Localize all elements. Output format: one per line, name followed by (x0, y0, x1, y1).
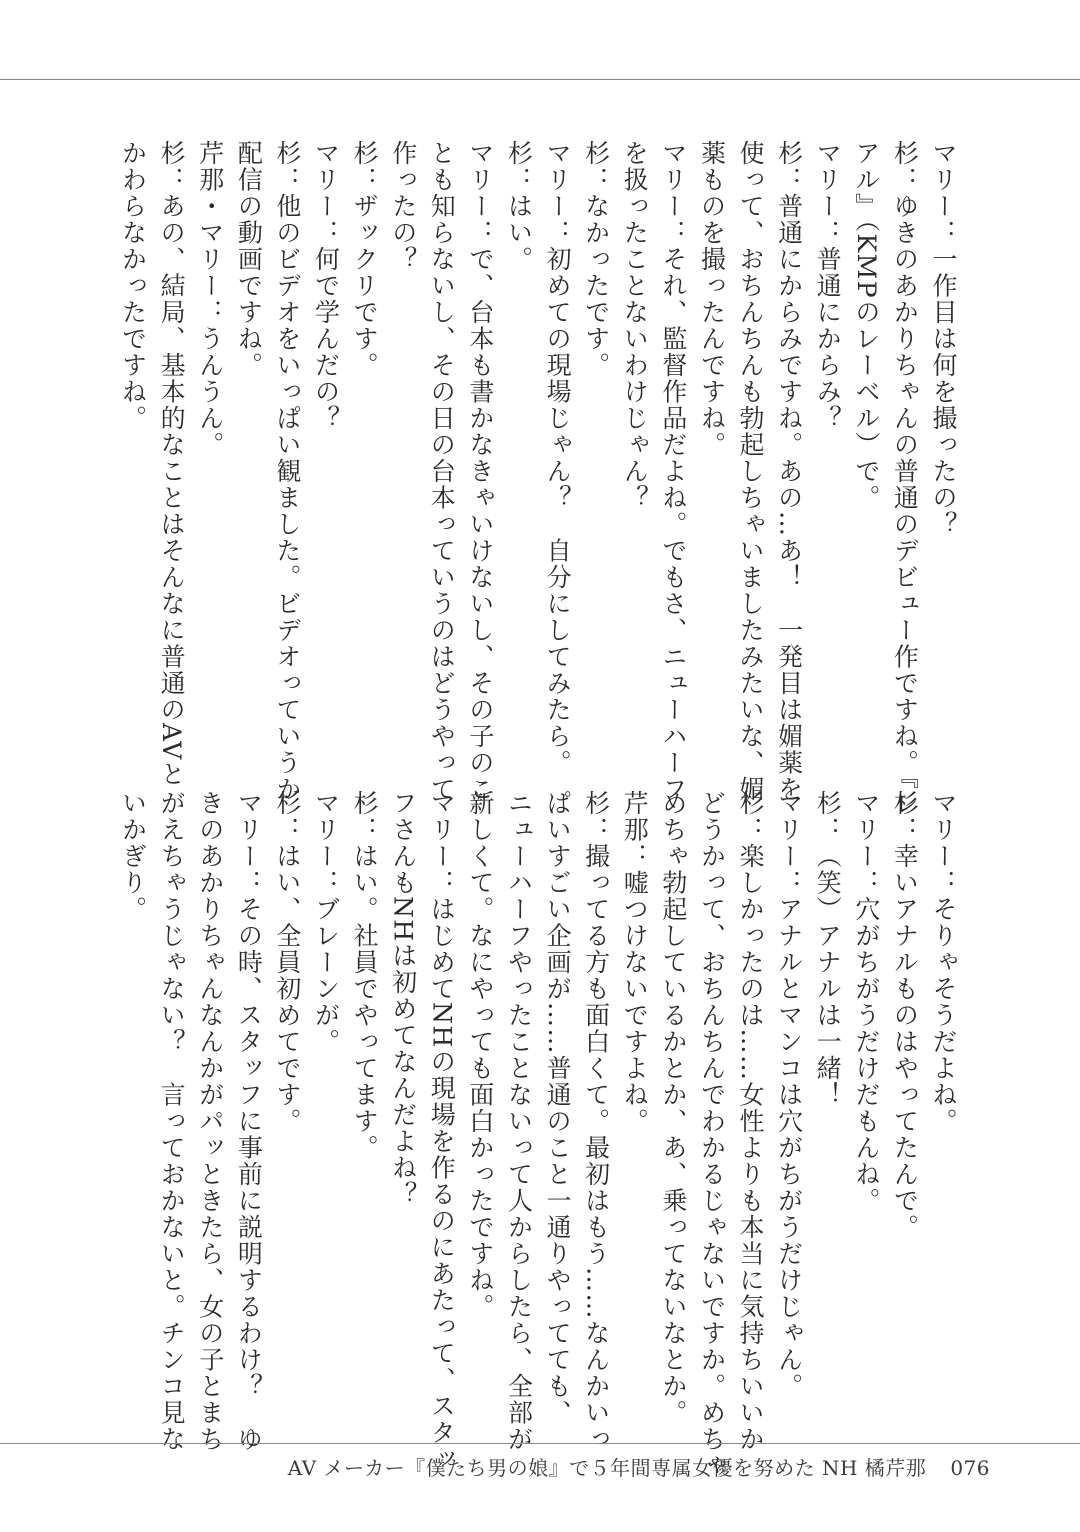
page-footer (288, 1452, 990, 1481)
text-line: 杉：ゆきのあかりちゃんの普通のデビュー作ですね。『レ (890, 140, 920, 817)
text-line: マリー：はじめてNHの現場を作るのにあたって、スタッ (427, 790, 457, 1473)
text-line: とも知らないし、その日の台本っていうのはどうやって (427, 140, 457, 803)
text-line: いかぎり。 (118, 790, 148, 923)
text-line: 芹那・マリー：うんうん。 (195, 140, 225, 458)
text-line: 新しくて。なにやっても面白かったですね。 (465, 790, 495, 1320)
text-line: 杉：楽しかったのは……女性よりも本当に気持ちいいか (736, 790, 766, 1453)
text-line: 杉：はい。 (504, 140, 534, 273)
text-line: マリー：アナルとマンコは穴がちがうだけじゃん。 (774, 790, 804, 1400)
text-line: マリー：ブレーンが。 (311, 790, 341, 1055)
text-line: どうかって、おちんちんでわかるじゃないですか。めちゃ (697, 790, 727, 1479)
text-line: 杉：普通にからみですね。あの…あ！ 一発目は媚薬を (774, 140, 804, 803)
upper-text-column (118, 140, 962, 817)
text-line: 薬ものを撮ったんですね。 (697, 140, 727, 458)
text-line: マリー：何で学んだの？ (311, 140, 341, 432)
text-line: 杉：はい、全員初めてです。 (272, 790, 302, 1135)
text-line: 芹那：嘘つけないですよね。 (620, 790, 650, 1135)
text-line: マリー：それ、監督作品だよね。でもさ、ニューハーフ (658, 140, 688, 803)
text-line: 使って、おちんちんも勃起しちゃいましたみたいな、媚 (736, 140, 766, 803)
text-line: を扱ったことないわけじゃん？ (620, 140, 650, 511)
text-line: かわらなかったですね。 (118, 140, 148, 432)
page-number: 076 (950, 1456, 990, 1480)
text-line: がえちゃうじゃない？ 言っておかないと。チンコ見な (157, 790, 187, 1453)
text-line: マリー：穴がちがうだけだもんね。 (851, 790, 881, 1214)
text-line: 杉：他のビデオをいっぱい観ました。ビデオっていうか (272, 140, 302, 803)
text-line: ニューハーフやったことないって人からしたら、全部が (504, 790, 534, 1453)
text-line: マリー：初めての現場じゃん？ 自分にしてみたら。 (543, 140, 573, 776)
text-line: マリー：そりゃそうだよね。 (929, 790, 958, 1135)
text-line: ぱいすごい企画が……普通のこと一通りやってても、 (543, 790, 573, 1426)
text-line: フさんもNHは初めてなんだよね？ (388, 790, 418, 1208)
text-line: 杉：ザックリです。 (350, 140, 380, 379)
text-line: 杉：はい。社員でやってます。 (350, 790, 380, 1161)
running-title: AV メーカー『僕たち男の娘』で５年間専属女優を努めた NH 橘芹那 (287, 1456, 927, 1480)
text-line: 作ったの？ (388, 140, 418, 273)
text-line: 杉：なかったです。 (581, 140, 611, 379)
text-line: 杉：撮ってる方も面白くて。最初はもう……なんかいっ (581, 790, 611, 1453)
text-line: マリー：普通にからみ？ (813, 140, 843, 432)
text-line: めちゃ勃起しているかとか、あ、乗ってないなとか。 (658, 790, 688, 1426)
text-line: きのあかりちゃんなんかがパッときたら、女の子とまち (195, 790, 225, 1453)
top-rule (0, 79, 1080, 80)
text-line: 杉：（笑）アナルは一緒！ (813, 790, 843, 1108)
text-line: 杉：あの、結局、基本的なことはそんなに普通のAVと (157, 140, 187, 788)
bottom-rule (0, 1443, 1080, 1444)
text-line: マリー：その時、スタッフに事前に説明するわけ？ ゆ (234, 790, 264, 1453)
text-line: マリー：で、台本も書かなきゃいけないし、その子のこ (465, 140, 495, 803)
text-line: アル』（KMPのレーベル）で。 (851, 140, 881, 512)
text-line: 杉：幸いアナルものはやってたんで。 (890, 790, 920, 1241)
text-line: 配信の動画ですね。 (234, 140, 264, 379)
text-line: マリー：一作目は何を撮ったの？ (929, 140, 958, 538)
